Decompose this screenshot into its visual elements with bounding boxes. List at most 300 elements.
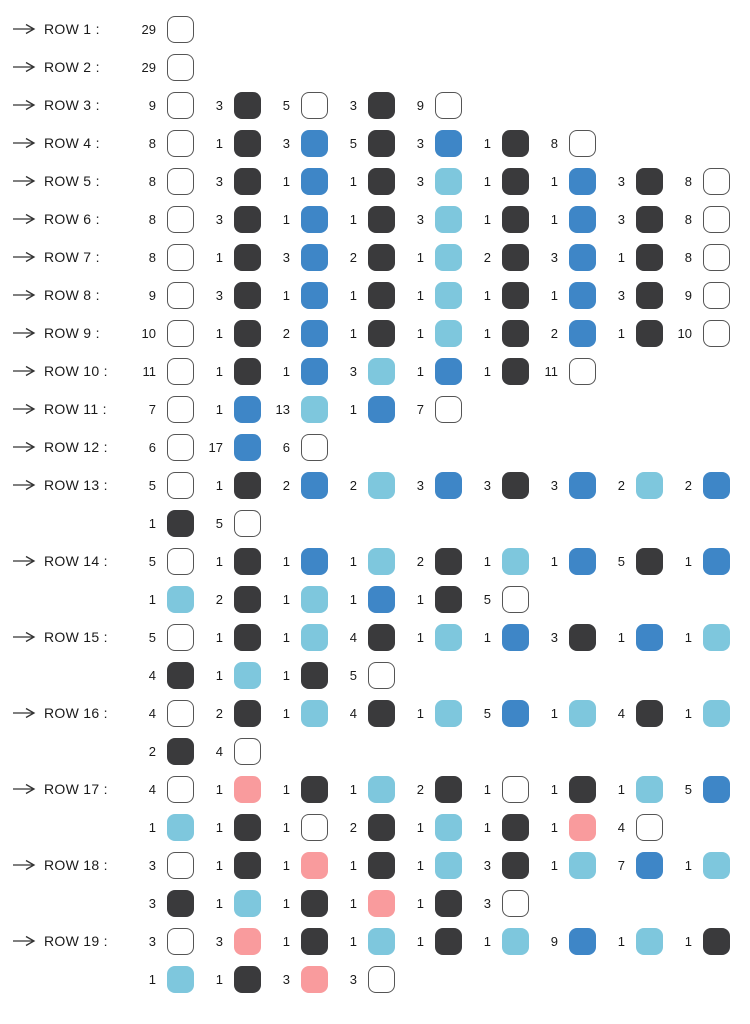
- stitch-count: 1: [349, 401, 357, 417]
- stitch-pair: [140, 510, 194, 537]
- pattern-line: [12, 281, 750, 309]
- stitch-pair: [207, 586, 261, 613]
- swatch-dark: [167, 662, 194, 689]
- swatch-pink: [234, 928, 261, 955]
- pattern-line: [12, 585, 750, 613]
- stitch-count: 1: [215, 667, 223, 683]
- stitch-count: 2: [416, 553, 424, 569]
- stitch-count: 1: [282, 895, 290, 911]
- right-arrow-icon: [12, 213, 44, 225]
- swatch-dark: [368, 92, 395, 119]
- stitch-count: 1: [416, 895, 424, 911]
- right-arrow-icon: [12, 137, 44, 149]
- stitch-pair: [609, 776, 663, 803]
- pattern-line: [12, 471, 750, 499]
- stitch-pairs: [140, 472, 730, 499]
- swatch-dark: [368, 130, 395, 157]
- stitch-pair: [207, 624, 261, 651]
- stitch-count: 1: [684, 933, 692, 949]
- stitch-pairs: [140, 16, 194, 43]
- stitch-count: 1: [215, 553, 223, 569]
- stitch-count: 2: [416, 781, 424, 797]
- swatch-light-blue: [167, 586, 194, 613]
- swatch-white: [368, 966, 395, 993]
- stitch-count: 7: [416, 401, 424, 417]
- swatch-dark: [636, 320, 663, 347]
- swatch-dark: [502, 130, 529, 157]
- stitch-pair: [274, 244, 328, 271]
- stitch-count: 3: [617, 211, 625, 227]
- stitch-count: 3: [550, 249, 558, 265]
- stitch-pair: [140, 966, 194, 993]
- stitch-pair: [609, 928, 663, 955]
- stitch-pair: [341, 130, 395, 157]
- stitch-pair: [274, 320, 328, 347]
- swatch-white: [703, 244, 730, 271]
- right-arrow-icon: [12, 289, 44, 301]
- stitch-count: 1: [282, 553, 290, 569]
- stitch-count: 1: [282, 173, 290, 189]
- stitch-count: 9: [550, 933, 558, 949]
- stitch-count: 5: [148, 629, 156, 645]
- stitch-pair: [341, 814, 395, 841]
- swatch-dark: [234, 282, 261, 309]
- stitch-count: 1: [684, 629, 692, 645]
- stitch-count: 1: [483, 325, 491, 341]
- stitch-count: 4: [215, 743, 223, 759]
- stitch-pair: [341, 776, 395, 803]
- stitch-count: 29: [141, 21, 156, 37]
- stitch-count: 1: [215, 249, 223, 265]
- rows-container: [12, 15, 750, 993]
- stitch-pair: [341, 358, 395, 385]
- stitch-pair: [408, 472, 462, 499]
- stitch-count: 1: [416, 857, 424, 873]
- stitch-pair: [140, 586, 194, 613]
- stitch-pairs: [140, 358, 596, 385]
- stitch-count: 1: [550, 173, 558, 189]
- row-label: ROW 19 :: [44, 933, 108, 949]
- stitch-count: 1: [550, 287, 558, 303]
- swatch-blue: [703, 548, 730, 575]
- swatch-dark: [502, 168, 529, 195]
- swatch-pink: [234, 776, 261, 803]
- pattern-line: [12, 547, 750, 575]
- stitch-count: 3: [416, 477, 424, 493]
- stitch-pair: [274, 662, 328, 689]
- stitch-pair: [542, 624, 596, 651]
- stitch-pairs: [140, 54, 194, 81]
- swatch-blue: [569, 548, 596, 575]
- stitch-count: 3: [617, 173, 625, 189]
- stitch-count: 3: [416, 135, 424, 151]
- swatch-blue: [301, 206, 328, 233]
- pattern-line: [12, 319, 750, 347]
- pattern-line: [12, 53, 750, 81]
- stitch-count: 29: [141, 59, 156, 75]
- stitch-count: 1: [349, 325, 357, 341]
- stitch-count: 3: [617, 287, 625, 303]
- stitch-count: 1: [416, 591, 424, 607]
- row-label: ROW 18 :: [44, 857, 108, 873]
- stitch-pair: [140, 206, 194, 233]
- stitch-pair: [207, 320, 261, 347]
- stitch-pair: [408, 700, 462, 727]
- stitch-pairs: [140, 282, 730, 309]
- swatch-white: [301, 814, 328, 841]
- stitch-pair: [475, 890, 529, 917]
- swatch-white: [234, 510, 261, 537]
- stitch-count: 9: [148, 97, 156, 113]
- swatch-white: [167, 472, 194, 499]
- swatch-light-blue: [435, 206, 462, 233]
- pattern-line: [12, 395, 750, 423]
- stitch-count: 13: [275, 401, 290, 417]
- row-label: ROW 11 :: [44, 401, 107, 417]
- stitch-pair: [341, 586, 395, 613]
- stitch-pair: [408, 548, 462, 575]
- right-arrow-icon: [12, 783, 44, 795]
- swatch-dark: [569, 624, 596, 651]
- stitch-count: 3: [148, 895, 156, 911]
- pattern-line: [12, 357, 750, 385]
- stitch-pair: [207, 358, 261, 385]
- stitch-count: 1: [416, 363, 424, 379]
- stitch-count: 1: [483, 781, 491, 797]
- stitch-pair: [475, 472, 529, 499]
- stitch-pair: [207, 852, 261, 879]
- swatch-white: [167, 434, 194, 461]
- swatch-dark: [368, 852, 395, 879]
- swatch-white: [167, 928, 194, 955]
- swatch-dark: [502, 358, 529, 385]
- stitch-count: 2: [282, 477, 290, 493]
- stitch-pair: [341, 282, 395, 309]
- row-label: ROW 7 :: [44, 249, 100, 265]
- swatch-pink: [301, 966, 328, 993]
- stitch-pair: [140, 16, 194, 43]
- swatch-dark: [502, 852, 529, 879]
- swatch-blue: [569, 244, 596, 271]
- right-arrow-icon: [12, 441, 44, 453]
- stitch-pair: [609, 472, 663, 499]
- swatch-blue: [703, 776, 730, 803]
- stitch-count: 3: [282, 249, 290, 265]
- stitch-pair: [475, 624, 529, 651]
- stitch-count: 1: [282, 363, 290, 379]
- stitch-pair: [475, 358, 529, 385]
- swatch-dark: [435, 776, 462, 803]
- swatch-dark: [234, 814, 261, 841]
- stitch-pair: [676, 244, 730, 271]
- pattern-line: [12, 167, 750, 195]
- swatch-white: [167, 16, 194, 43]
- stitch-pair: [207, 814, 261, 841]
- stitch-pair: [207, 510, 261, 537]
- stitch-pair: [341, 662, 395, 689]
- swatch-dark: [234, 700, 261, 727]
- stitch-pair: [140, 700, 194, 727]
- stitch-count: 1: [416, 629, 424, 645]
- stitch-count: 7: [148, 401, 156, 417]
- stitch-pair: [475, 168, 529, 195]
- stitch-pair: [341, 966, 395, 993]
- stitch-count: 1: [282, 819, 290, 835]
- swatch-dark: [636, 206, 663, 233]
- stitch-count: 3: [215, 173, 223, 189]
- stitch-pairs: [140, 396, 462, 423]
- stitch-count: 1: [215, 895, 223, 911]
- swatch-white: [502, 776, 529, 803]
- row-label: ROW 17 :: [44, 781, 108, 797]
- pattern-line: [12, 129, 750, 157]
- stitch-pair: [341, 168, 395, 195]
- swatch-dark: [167, 738, 194, 765]
- stitch-pair: [341, 396, 395, 423]
- swatch-dark: [502, 472, 529, 499]
- stitch-pair: [609, 624, 663, 651]
- stitch-count: 9: [416, 97, 424, 113]
- stitch-pair: [408, 130, 462, 157]
- stitch-count: 10: [677, 325, 692, 341]
- swatch-light-blue: [167, 814, 194, 841]
- stitch-count: 1: [148, 971, 156, 987]
- stitch-pair: [140, 624, 194, 651]
- stitch-pair: [408, 358, 462, 385]
- stitch-pair: [408, 624, 462, 651]
- swatch-dark: [234, 548, 261, 575]
- swatch-white: [435, 396, 462, 423]
- swatch-light-blue: [636, 472, 663, 499]
- pattern-line: [12, 737, 750, 765]
- swatch-dark: [636, 282, 663, 309]
- right-arrow-icon: [12, 479, 44, 491]
- stitch-count: 8: [684, 211, 692, 227]
- stitch-count: 1: [550, 211, 558, 227]
- stitch-count: 2: [617, 477, 625, 493]
- swatch-dark: [435, 928, 462, 955]
- stitch-pair: [542, 282, 596, 309]
- stitch-pair: [274, 890, 328, 917]
- stitch-pair: [140, 928, 194, 955]
- swatch-dark: [234, 92, 261, 119]
- stitch-pair: [207, 890, 261, 917]
- swatch-white: [167, 54, 194, 81]
- swatch-blue: [368, 586, 395, 613]
- stitch-count: 1: [282, 667, 290, 683]
- stitch-count: 6: [148, 439, 156, 455]
- stitch-pairs: [140, 928, 730, 955]
- swatch-dark: [234, 320, 261, 347]
- stitch-count: 1: [617, 933, 625, 949]
- swatch-pink: [368, 890, 395, 917]
- stitch-count: 3: [215, 933, 223, 949]
- stitch-pair: [542, 358, 596, 385]
- stitch-pair: [676, 282, 730, 309]
- stitch-pair: [475, 776, 529, 803]
- swatch-white: [167, 320, 194, 347]
- row-label: ROW 15 :: [44, 629, 108, 645]
- stitch-pair: [274, 168, 328, 195]
- row-label: ROW 2 :: [44, 59, 100, 75]
- stitch-count: 2: [215, 705, 223, 721]
- stitch-pairs: [140, 168, 730, 195]
- swatch-light-blue: [167, 966, 194, 993]
- swatch-pink: [569, 814, 596, 841]
- stitch-count: 2: [215, 591, 223, 607]
- swatch-white: [167, 206, 194, 233]
- swatch-white: [703, 168, 730, 195]
- stitch-count: 1: [215, 819, 223, 835]
- swatch-dark: [234, 130, 261, 157]
- swatch-light-blue: [435, 320, 462, 347]
- swatch-dark: [569, 776, 596, 803]
- stitch-count: 5: [148, 477, 156, 493]
- swatch-light-blue: [636, 928, 663, 955]
- stitch-pair: [475, 130, 529, 157]
- row-label: ROW 14 :: [44, 553, 108, 569]
- stitch-pairs: [140, 662, 395, 689]
- stitch-pairs: [140, 776, 730, 803]
- stitch-count: 3: [282, 971, 290, 987]
- right-arrow-icon: [12, 99, 44, 111]
- swatch-light-blue: [636, 776, 663, 803]
- stitch-count: 1: [483, 819, 491, 835]
- stitch-count: 5: [617, 553, 625, 569]
- swatch-blue: [301, 548, 328, 575]
- row-label: ROW 13 :: [44, 477, 108, 493]
- swatch-dark: [636, 548, 663, 575]
- swatch-light-blue: [435, 282, 462, 309]
- stitch-count: 1: [617, 249, 625, 265]
- stitch-pairs: [140, 206, 730, 233]
- stitch-pair: [274, 92, 328, 119]
- stitch-pair: [140, 662, 194, 689]
- stitch-count: 17: [208, 439, 223, 455]
- swatch-dark: [502, 244, 529, 271]
- pattern-line: [12, 965, 750, 993]
- stitch-count: 1: [282, 287, 290, 303]
- row-label: ROW 10 :: [44, 363, 108, 379]
- swatch-dark: [301, 776, 328, 803]
- stitch-pairs: [140, 814, 663, 841]
- stitch-count: 8: [550, 135, 558, 151]
- right-arrow-icon: [12, 251, 44, 263]
- pattern-line: [12, 661, 750, 689]
- right-arrow-icon: [12, 365, 44, 377]
- stitch-pair: [341, 206, 395, 233]
- stitch-pair: [274, 624, 328, 651]
- swatch-dark: [368, 814, 395, 841]
- stitch-pair: [207, 206, 261, 233]
- stitch-count: 3: [550, 477, 558, 493]
- stitch-pair: [207, 738, 261, 765]
- stitch-pair: [140, 396, 194, 423]
- stitch-count: 1: [282, 705, 290, 721]
- stitch-pairs: [140, 510, 261, 537]
- stitch-pair: [676, 776, 730, 803]
- stitch-count: 4: [148, 667, 156, 683]
- swatch-dark: [502, 814, 529, 841]
- swatch-light-blue: [234, 890, 261, 917]
- stitch-pair: [676, 928, 730, 955]
- swatch-white: [167, 130, 194, 157]
- stitch-pair: [408, 586, 462, 613]
- stitch-count: 1: [416, 325, 424, 341]
- pattern-line: [12, 243, 750, 271]
- stitch-count: 1: [550, 553, 558, 569]
- stitch-pair: [341, 548, 395, 575]
- stitch-count: 7: [617, 857, 625, 873]
- stitch-pairs: [140, 244, 730, 271]
- stitch-pair: [140, 814, 194, 841]
- stitch-pair: [676, 206, 730, 233]
- row-label: ROW 12 :: [44, 439, 108, 455]
- stitch-count: 3: [349, 97, 357, 113]
- stitch-count: 1: [349, 781, 357, 797]
- swatch-dark: [435, 548, 462, 575]
- stitch-pair: [475, 320, 529, 347]
- swatch-blue: [569, 168, 596, 195]
- stitch-count: 4: [148, 781, 156, 797]
- stitch-count: 2: [550, 325, 558, 341]
- stitch-pair: [274, 206, 328, 233]
- swatch-dark: [368, 624, 395, 651]
- pattern-line: [12, 509, 750, 537]
- swatch-dark: [368, 700, 395, 727]
- swatch-blue: [234, 396, 261, 423]
- pattern-line: [12, 623, 750, 651]
- pattern-line: [12, 15, 750, 43]
- stitch-count: 1: [349, 211, 357, 227]
- swatch-light-blue: [435, 168, 462, 195]
- swatch-blue: [569, 282, 596, 309]
- stitch-pair: [274, 358, 328, 385]
- swatch-blue: [569, 320, 596, 347]
- swatch-light-blue: [703, 852, 730, 879]
- pattern-line: [12, 699, 750, 727]
- swatch-light-blue: [502, 928, 529, 955]
- stitch-count: 1: [483, 933, 491, 949]
- stitch-pair: [542, 700, 596, 727]
- swatch-light-blue: [368, 776, 395, 803]
- stitch-pair: [207, 434, 261, 461]
- swatch-blue: [502, 624, 529, 651]
- stitch-count: 1: [416, 705, 424, 721]
- stitch-pairs: [140, 852, 730, 879]
- stitch-pairs: [140, 130, 596, 157]
- swatch-white: [703, 282, 730, 309]
- pattern-line: [12, 205, 750, 233]
- stitch-pair: [609, 282, 663, 309]
- stitch-count: 2: [282, 325, 290, 341]
- swatch-dark: [234, 358, 261, 385]
- swatch-light-blue: [301, 586, 328, 613]
- stitch-count: 8: [148, 135, 156, 151]
- stitch-count: 1: [349, 857, 357, 873]
- pattern-line: [12, 851, 750, 879]
- stitch-pair: [341, 244, 395, 271]
- stitch-pair: [609, 168, 663, 195]
- swatch-white: [502, 586, 529, 613]
- stitch-pairs: [140, 890, 529, 917]
- stitch-pair: [542, 548, 596, 575]
- stitch-count: 1: [483, 173, 491, 189]
- swatch-blue: [301, 130, 328, 157]
- stitch-count: 1: [282, 857, 290, 873]
- stitch-pair: [408, 92, 462, 119]
- stitch-pairs: [140, 548, 730, 575]
